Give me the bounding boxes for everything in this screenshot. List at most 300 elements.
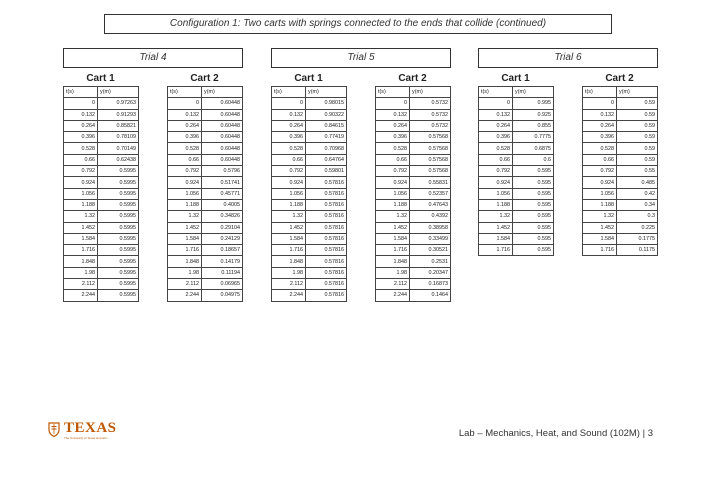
y-cell: 0.57568 [410, 143, 451, 154]
y-cell: 0.29104 [202, 222, 243, 233]
table-row [272, 109, 347, 120]
y-cell: 0.5995 [98, 279, 139, 290]
y-cell: 0.04975 [202, 290, 243, 301]
t-cell: 0.132 [376, 109, 410, 120]
t-cell: 1.452 [168, 222, 202, 233]
column-header-t: t(s) [479, 87, 513, 98]
table-row [479, 120, 554, 131]
table-row [272, 154, 347, 165]
y-cell: 0.97263 [98, 98, 139, 109]
t-cell: 0.924 [583, 177, 617, 188]
y-cell: 0.33499 [410, 233, 451, 244]
t-cell: 1.188 [168, 199, 202, 210]
table-row [168, 120, 243, 131]
cart-2-block [167, 68, 242, 302]
t-cell: 0.528 [64, 143, 98, 154]
table-row [376, 279, 451, 290]
t-cell: 0.132 [64, 109, 98, 120]
y-cell: 0.77419 [306, 132, 347, 143]
t-cell: 1.716 [272, 245, 306, 256]
cart-title: Cart 2 [398, 73, 427, 84]
y-cell: 0.45771 [202, 188, 243, 199]
table-row [272, 279, 347, 290]
y-cell: 0.2531 [410, 256, 451, 267]
data-table [63, 86, 139, 302]
t-cell: 1.188 [376, 199, 410, 210]
table-row [64, 245, 139, 256]
t-cell: 1.848 [168, 256, 202, 267]
table-row [168, 245, 243, 256]
t-cell: 0.792 [272, 166, 306, 177]
data-table [375, 86, 451, 302]
t-cell: 1.584 [272, 233, 306, 244]
column-header-t: t(s) [64, 87, 98, 98]
table-row [479, 245, 554, 256]
table-row [272, 211, 347, 222]
y-cell: 0.57568 [410, 132, 451, 143]
table-row [376, 120, 451, 131]
table-row [376, 256, 451, 267]
column-header-y: y(m) [98, 87, 139, 98]
table-row [479, 132, 554, 143]
t-cell: 2.112 [376, 279, 410, 290]
table-row [64, 120, 139, 131]
t-cell: 0.396 [168, 132, 202, 143]
y-cell: 0.59 [617, 98, 658, 109]
y-cell: 0.1775 [617, 233, 658, 244]
table-row [272, 120, 347, 131]
t-cell: 0.528 [479, 143, 513, 154]
t-cell: 0.66 [583, 154, 617, 165]
y-cell: 0.5995 [98, 245, 139, 256]
t-cell: 1.188 [583, 199, 617, 210]
table-row [376, 166, 451, 177]
table-row [168, 233, 243, 244]
y-cell: 0.55 [617, 166, 658, 177]
t-cell: 0.924 [376, 177, 410, 188]
y-cell: 0.595 [513, 233, 554, 244]
table-row [272, 199, 347, 210]
y-cell: 0.7775 [513, 132, 554, 143]
y-cell: 0.5732 [410, 98, 451, 109]
y-cell: 0.59801 [306, 166, 347, 177]
t-cell: 0.66 [479, 154, 513, 165]
column-header-t: t(s) [168, 87, 202, 98]
t-cell: 0.264 [64, 120, 98, 131]
t-cell: 0.396 [376, 132, 410, 143]
trial-header: Trial 4 [63, 48, 243, 68]
table-row [376, 98, 451, 109]
t-cell: 0 [168, 98, 202, 109]
t-cell: 1.188 [479, 199, 513, 210]
t-cell: 0.66 [64, 154, 98, 165]
y-cell: 0.59 [617, 109, 658, 120]
y-cell: 0.14179 [202, 256, 243, 267]
table-row [376, 233, 451, 244]
t-cell: 1.584 [168, 233, 202, 244]
table-row [168, 177, 243, 188]
y-cell: 0.5995 [98, 188, 139, 199]
t-cell: 1.452 [479, 222, 513, 233]
t-cell: 1.056 [376, 188, 410, 199]
table-row [376, 143, 451, 154]
y-cell: 0.5995 [98, 211, 139, 222]
cart-1-block [271, 68, 346, 302]
y-cell: 0.98015 [306, 98, 347, 109]
cart-1-block [63, 68, 138, 302]
t-cell: 1.32 [64, 211, 98, 222]
t-cell: 1.584 [376, 233, 410, 244]
table-row [64, 233, 139, 244]
column-header-t: t(s) [272, 87, 306, 98]
y-cell: 0.3 [617, 211, 658, 222]
y-cell: 0.60448 [202, 132, 243, 143]
table-row [583, 233, 658, 244]
t-cell: 0.132 [479, 109, 513, 120]
table-row [376, 109, 451, 120]
t-cell: 0.924 [272, 177, 306, 188]
trial-6-section [478, 48, 658, 388]
t-cell: 0.528 [168, 143, 202, 154]
y-cell: 0.1464 [410, 290, 451, 301]
table-row [479, 233, 554, 244]
table-row [168, 154, 243, 165]
t-cell: 0.132 [168, 109, 202, 120]
t-cell: 0.396 [583, 132, 617, 143]
table-row [64, 166, 139, 177]
table-row [272, 132, 347, 143]
t-cell: 1.32 [376, 211, 410, 222]
cart-1-block [478, 68, 553, 256]
y-cell: 0.51741 [202, 177, 243, 188]
t-cell: 0 [64, 98, 98, 109]
t-cell: 0.528 [272, 143, 306, 154]
table-row [272, 245, 347, 256]
y-cell: 0.595 [513, 211, 554, 222]
y-cell: 0.06965 [202, 279, 243, 290]
table-row [479, 199, 554, 210]
table-row [64, 290, 139, 301]
t-cell: 0.264 [583, 120, 617, 131]
table-row [168, 109, 243, 120]
table-row [583, 98, 658, 109]
t-cell: 2.112 [64, 279, 98, 290]
table-row [64, 222, 139, 233]
table-row [64, 279, 139, 290]
y-cell: 0.57816 [306, 290, 347, 301]
table-row [168, 290, 243, 301]
t-cell: 1.452 [272, 222, 306, 233]
table-row [583, 120, 658, 131]
t-cell: 1.584 [64, 233, 98, 244]
logo-wordmark: TEXAS [64, 420, 117, 436]
table-row [64, 211, 139, 222]
t-cell: 0.924 [168, 177, 202, 188]
column-header-y: y(m) [513, 87, 554, 98]
t-cell: 0.132 [583, 109, 617, 120]
table-row [168, 222, 243, 233]
footer-page-label: Lab – Mechanics, Heat, and Sound (102M) | 3 [458, 428, 653, 439]
table-row [272, 188, 347, 199]
y-cell: 0.59 [617, 143, 658, 154]
table-row [64, 132, 139, 143]
table-row [583, 199, 658, 210]
t-cell: 2.244 [168, 290, 202, 301]
t-cell: 0 [583, 98, 617, 109]
t-cell: 0.792 [64, 166, 98, 177]
y-cell: 0.225 [617, 222, 658, 233]
t-cell: 0.396 [64, 132, 98, 143]
t-cell: 1.716 [583, 245, 617, 256]
y-cell: 0.70968 [306, 143, 347, 154]
y-cell: 0.595 [513, 199, 554, 210]
y-cell: 0.52357 [410, 188, 451, 199]
t-cell: 0.264 [376, 120, 410, 131]
t-cell: 0.528 [583, 143, 617, 154]
y-cell: 0.60448 [202, 120, 243, 131]
t-cell: 0.792 [479, 166, 513, 177]
t-cell: 1.452 [64, 222, 98, 233]
cart-2-block [582, 68, 657, 256]
y-cell: 0.60448 [202, 143, 243, 154]
table-row [168, 267, 243, 278]
data-table [582, 86, 658, 256]
table-row [64, 199, 139, 210]
t-cell: 0.396 [479, 132, 513, 143]
table-row [376, 222, 451, 233]
table-row [479, 222, 554, 233]
table-row [376, 211, 451, 222]
t-cell: 0.792 [583, 166, 617, 177]
y-cell: 0.84615 [306, 120, 347, 131]
y-cell: 0.595 [513, 245, 554, 256]
t-cell: 1.056 [272, 188, 306, 199]
y-cell: 0.5995 [98, 199, 139, 210]
y-cell: 0.57816 [306, 188, 347, 199]
t-cell: 1.056 [168, 188, 202, 199]
table-row [376, 290, 451, 301]
table-row [583, 109, 658, 120]
t-cell: 0 [376, 98, 410, 109]
y-cell: 0.59 [617, 120, 658, 131]
table-row [168, 256, 243, 267]
trial-header: Trial 6 [478, 48, 658, 68]
y-cell: 0.34826 [202, 211, 243, 222]
t-cell: 0.66 [376, 154, 410, 165]
t-cell: 0.396 [272, 132, 306, 143]
y-cell: 0.5995 [98, 267, 139, 278]
y-cell: 0.64764 [306, 154, 347, 165]
y-cell: 0.57816 [306, 233, 347, 244]
y-cell: 0.57816 [306, 222, 347, 233]
y-cell: 0.18657 [202, 245, 243, 256]
t-cell: 0.132 [272, 109, 306, 120]
table-row [376, 199, 451, 210]
y-cell: 0.57568 [410, 154, 451, 165]
y-cell: 0.595 [513, 222, 554, 233]
y-cell: 0.57816 [306, 279, 347, 290]
table-row [479, 98, 554, 109]
table-row [64, 177, 139, 188]
t-cell: 2.244 [64, 290, 98, 301]
t-cell: 1.848 [272, 256, 306, 267]
table-row [376, 177, 451, 188]
y-cell: 0.5995 [98, 256, 139, 267]
t-cell: 1.32 [272, 211, 306, 222]
t-cell: 1.98 [64, 267, 98, 278]
table-row [376, 188, 451, 199]
column-header-t: t(s) [583, 87, 617, 98]
trial-header: Trial 5 [271, 48, 451, 68]
t-cell: 1.716 [64, 245, 98, 256]
y-cell: 0.16873 [410, 279, 451, 290]
t-cell: 1.188 [272, 199, 306, 210]
table-row [479, 188, 554, 199]
y-cell: 0.55831 [410, 177, 451, 188]
column-header-y: y(m) [410, 87, 451, 98]
y-cell: 0.24129 [202, 233, 243, 244]
table-row [583, 132, 658, 143]
y-cell: 0.85821 [98, 120, 139, 131]
t-cell: 0.924 [479, 177, 513, 188]
y-cell: 0.57816 [306, 267, 347, 278]
data-table [271, 86, 347, 302]
t-cell: 1.716 [376, 245, 410, 256]
y-cell: 0.57816 [306, 199, 347, 210]
y-cell: 0.57816 [306, 177, 347, 188]
t-cell: 1.32 [168, 211, 202, 222]
t-cell: 0 [479, 98, 513, 109]
t-cell: 1.188 [64, 199, 98, 210]
t-cell: 0.924 [64, 177, 98, 188]
table-row [168, 188, 243, 199]
table-row [272, 222, 347, 233]
y-cell: 0.70149 [98, 143, 139, 154]
y-cell: 0.5995 [98, 290, 139, 301]
t-cell: 1.98 [376, 267, 410, 278]
y-cell: 0.1175 [617, 245, 658, 256]
y-cell: 0.57816 [306, 245, 347, 256]
table-row [168, 211, 243, 222]
table-row [64, 188, 139, 199]
y-cell: 0.485 [617, 177, 658, 188]
t-cell: 1.98 [272, 267, 306, 278]
t-cell: 1.056 [64, 188, 98, 199]
y-cell: 0.5796 [202, 166, 243, 177]
table-row [376, 267, 451, 278]
t-cell: 1.584 [479, 233, 513, 244]
y-cell: 0.855 [513, 120, 554, 131]
t-cell: 0.264 [479, 120, 513, 131]
table-row [272, 233, 347, 244]
column-header-y: y(m) [306, 87, 347, 98]
table-row [479, 177, 554, 188]
y-cell: 0.5732 [410, 109, 451, 120]
table-row [583, 177, 658, 188]
table-row [479, 211, 554, 222]
t-cell: 1.584 [583, 233, 617, 244]
cart-title: Cart 1 [294, 73, 323, 84]
y-cell: 0.57568 [410, 166, 451, 177]
table-row [168, 166, 243, 177]
y-cell: 0.11194 [202, 267, 243, 278]
table-row [583, 166, 658, 177]
t-cell: 0.792 [376, 166, 410, 177]
y-cell: 0.59 [617, 132, 658, 143]
y-cell: 0.38958 [410, 222, 451, 233]
y-cell: 0.57816 [306, 211, 347, 222]
y-cell: 0.595 [513, 177, 554, 188]
table-row [168, 143, 243, 154]
table-row [376, 154, 451, 165]
table-row [583, 222, 658, 233]
t-cell: 1.848 [376, 256, 410, 267]
y-cell: 0.5995 [98, 233, 139, 244]
table-row [376, 245, 451, 256]
t-cell: 0.264 [272, 120, 306, 131]
t-cell: 0.264 [168, 120, 202, 131]
table-row [272, 267, 347, 278]
logo-subtitle: The University of Texas at Austin [64, 436, 108, 440]
y-cell: 0.59 [617, 154, 658, 165]
y-cell: 0.34 [617, 199, 658, 210]
table-row [64, 143, 139, 154]
t-cell: 1.32 [479, 211, 513, 222]
t-cell: 1.452 [583, 222, 617, 233]
y-cell: 0.6875 [513, 143, 554, 154]
y-cell: 0.5732 [410, 120, 451, 131]
t-cell: 0.66 [272, 154, 306, 165]
data-table [167, 86, 243, 302]
table-row [479, 109, 554, 120]
table-row [583, 245, 658, 256]
table-row [64, 267, 139, 278]
table-row [583, 154, 658, 165]
y-cell: 0.30521 [410, 245, 451, 256]
table-row [479, 154, 554, 165]
y-cell: 0.47643 [410, 199, 451, 210]
t-cell: 0 [272, 98, 306, 109]
table-row [64, 256, 139, 267]
trial-5-section [271, 48, 451, 388]
table-row [168, 279, 243, 290]
cart-title: Cart 2 [605, 73, 634, 84]
cart-2-block [375, 68, 450, 302]
table-row [64, 154, 139, 165]
t-cell: 1.716 [479, 245, 513, 256]
table-row [479, 143, 554, 154]
table-row [272, 166, 347, 177]
t-cell: 0.528 [376, 143, 410, 154]
table-row [168, 98, 243, 109]
y-cell: 0.4392 [410, 211, 451, 222]
table-row [479, 166, 554, 177]
y-cell: 0.595 [513, 166, 554, 177]
y-cell: 0.60448 [202, 109, 243, 120]
t-cell: 1.32 [583, 211, 617, 222]
column-header-y: y(m) [202, 87, 243, 98]
table-row [272, 143, 347, 154]
table-row [583, 188, 658, 199]
data-table [478, 86, 554, 256]
table-row [168, 132, 243, 143]
ut-texas-logo [48, 421, 138, 443]
y-cell: 0.57816 [306, 256, 347, 267]
table-row [583, 143, 658, 154]
y-cell: 0.595 [513, 188, 554, 199]
t-cell: 1.056 [479, 188, 513, 199]
cart-title: Cart 1 [501, 73, 530, 84]
